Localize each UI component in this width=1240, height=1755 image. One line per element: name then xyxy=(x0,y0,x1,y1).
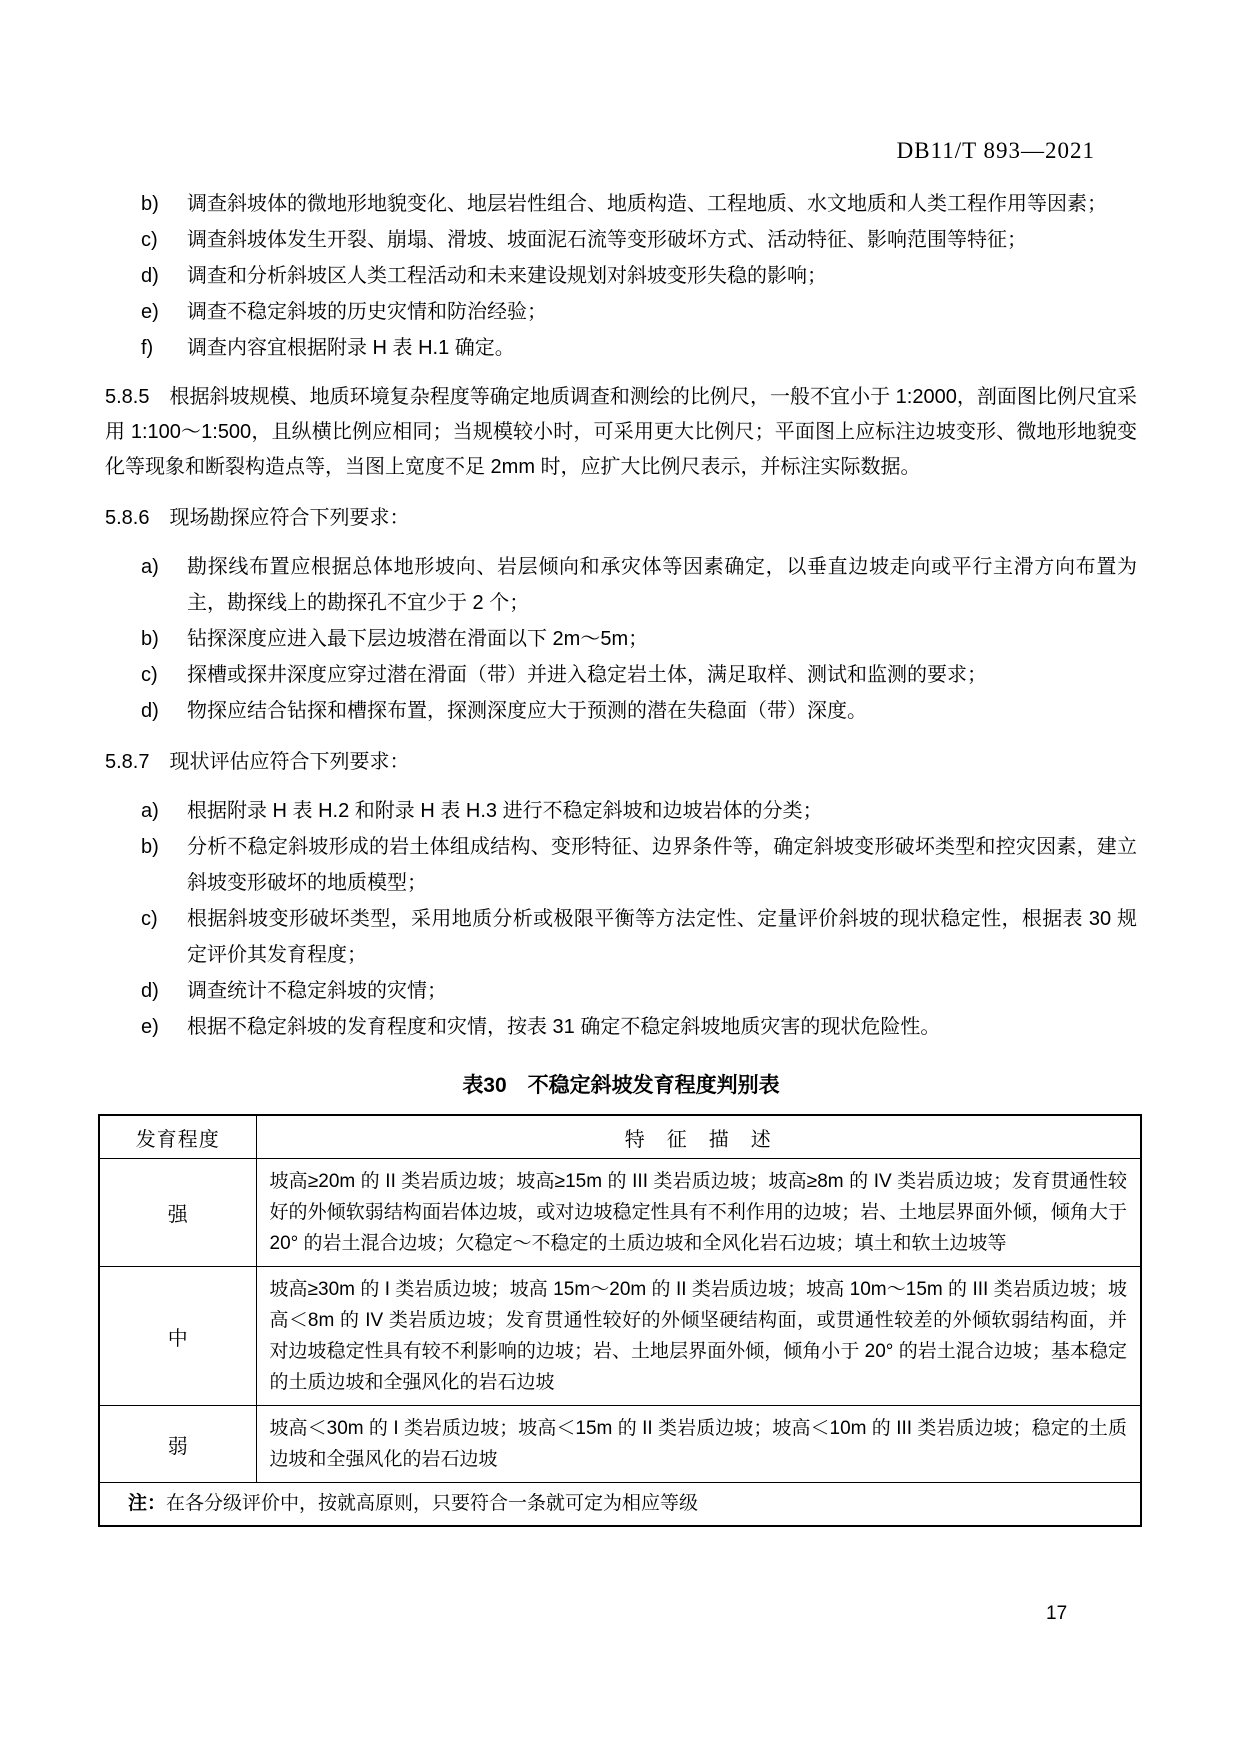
list-item xyxy=(105,973,1137,1009)
list-item xyxy=(105,222,1137,258)
description-cell: 坡高≥20m 的 II 类岩质边坡；坡高≥15m 的 III 类岩质边坡；坡高≥8m 的 IV 类岩质边坡；发育贯通性较好的外倾软弱结构面岩体边坡，或对边坡稳定性具有不利作用的边坡；岩、土地层界面外倾，倾角大于 20° 的岩土混合边坡；欠稳定～不稳定的土质边坡和全风化岩石边坡；填土和软土边坡等 xyxy=(256,1159,1141,1267)
section-5-8-5 xyxy=(105,380,1137,485)
list-5-8-4 xyxy=(105,186,1137,366)
column-header-grade: 发育程度 xyxy=(99,1115,256,1159)
section-number: 5.8.5 xyxy=(105,386,150,408)
list-item xyxy=(105,1009,1137,1045)
list-item-label: d) xyxy=(141,700,159,722)
list-item-label: a) xyxy=(141,800,159,822)
list-item xyxy=(105,693,1137,729)
description-cell: 坡高≥30m 的 I 类岩质边坡；坡高 15m～20m 的 II 类岩质边坡；坡高 10m～15m 的 III 类岩质边坡；坡高＜8m 的 IV 类岩质边坡；发育贯通性较好的外倾坚硬结构面，或贯通性较差的外倾软弱结构面，并对边坡稳定性具有较不利影响的边坡；岩、土地层界面外倾，倾角小于 20° 的岩土混合边坡；基本稳定的土质边坡和全强风化的岩石边坡 xyxy=(256,1267,1141,1406)
list-item xyxy=(105,621,1137,657)
list-item-text: 调查斜坡体发生开裂、崩塌、滑坡、坡面泥石流等变形破坏方式、活动特征、影响范围等特征； xyxy=(187,229,1027,251)
section-number: 5.8.7 xyxy=(105,751,150,773)
table-note-row xyxy=(99,1483,1141,1527)
list-item-label: e) xyxy=(141,1016,159,1038)
description-cell: 坡高＜30m 的 I 类岩质边坡；坡高＜15m 的 II 类岩质边坡；坡高＜10m 的 III 类岩质边坡；稳定的土质边坡和全强风化的岩石边坡 xyxy=(256,1406,1141,1483)
list-item xyxy=(105,186,1137,222)
list-item-label: b) xyxy=(141,628,159,650)
list-item-text: 分析不稳定斜坡形成的岩土体组成结构、变形特征、边界条件等，确定斜坡变形破坏类型和控灾因素，建立斜坡变形破坏的地质模型； xyxy=(187,836,1137,894)
grade-cell: 强 xyxy=(99,1159,256,1267)
list-item-label: b) xyxy=(141,836,159,858)
list-item-label: e) xyxy=(141,301,159,323)
table-row xyxy=(99,1406,1141,1483)
list-item-label: b) xyxy=(141,193,159,215)
page-number: 17 xyxy=(1046,1603,1068,1624)
note-label: 注： xyxy=(128,1493,167,1514)
table-row xyxy=(99,1159,1141,1267)
list-item-label: c) xyxy=(141,664,158,686)
list-item xyxy=(105,829,1137,901)
list-item xyxy=(105,657,1137,693)
list-item xyxy=(105,793,1137,829)
list-item xyxy=(105,901,1137,973)
table-row xyxy=(99,1267,1141,1406)
page-content xyxy=(105,138,1137,1527)
list-item-label: c) xyxy=(141,229,158,251)
list-item-text: 调查不稳定斜坡的历史灾情和防治经验； xyxy=(187,301,547,323)
list-item-text: 根据不稳定斜坡的发育程度和灾情，按表 31 确定不稳定斜坡地质灾害的现状危险性。 xyxy=(187,1016,941,1038)
list-5-8-6 xyxy=(105,549,1137,729)
list-item-text: 勘探线布置应根据总体地形坡向、岩层倾向和承灾体等因素确定，以垂直边坡走向或平行主滑方向布置为主，勘探线上的勘探孔不宜少于 2 个； xyxy=(187,556,1137,614)
table-30 xyxy=(98,1114,1142,1527)
list-item-text: 调查统计不稳定斜坡的灾情； xyxy=(187,980,447,1002)
list-item xyxy=(105,549,1137,621)
section-5-8-7 xyxy=(105,745,1137,780)
list-item-text: 钻探深度应进入最下层边坡潜在滑面以下 2m～5m； xyxy=(187,628,649,650)
list-item-label: d) xyxy=(141,265,159,287)
table-note xyxy=(99,1483,1141,1527)
section-text: 现场勘探应符合下列要求： xyxy=(169,507,410,529)
section-number: 5.8.6 xyxy=(105,507,150,529)
list-item-label: a) xyxy=(141,556,159,578)
table-header-row xyxy=(99,1115,1141,1159)
list-5-8-7 xyxy=(105,793,1137,1045)
list-item-label: d) xyxy=(141,980,159,1002)
grade-cell: 中 xyxy=(99,1267,256,1406)
list-item xyxy=(105,330,1137,366)
list-item-text: 物探应结合钻探和槽探布置，探测深度应大于预测的潜在失稳面（带）深度。 xyxy=(187,700,867,722)
list-item-text: 根据斜坡变形破坏类型，采用地质分析或极限平衡等方法定性、定量评价斜坡的现状稳定性，根据表 30 规定评价其发育程度； xyxy=(187,908,1137,966)
doc-code-header: DB11/T 893—2021 xyxy=(896,138,1095,163)
section-5-8-6 xyxy=(105,501,1137,536)
section-text: 现状评估应符合下列要求： xyxy=(169,751,410,773)
note-text: 在各分级评价中，按就高原则，只要符合一条就可定为相应等级 xyxy=(166,1493,699,1514)
table-30-title: 表30 不稳定斜坡发育程度判别表 xyxy=(462,1074,780,1097)
list-item xyxy=(105,258,1137,294)
grade-cell: 弱 xyxy=(99,1406,256,1483)
list-item-text: 调查和分析斜坡区人类工程活动和未来建设规划对斜坡变形失稳的影响； xyxy=(187,265,827,287)
list-item xyxy=(105,294,1137,330)
list-item-text: 调查内容宜根据附录 H 表 H.1 确定。 xyxy=(187,337,515,359)
list-item-label: c) xyxy=(141,908,158,930)
section-text: 根据斜坡规模、地质环境复杂程度等确定地质调查和测绘的比例尺，一般不宜小于 1:2000，剖面图比例尺宜采用 1:100～1:500，且纵横比例应相同；当规模较小时，可采用更大比例尺；平面图上应标注边坡变形、微地形地貌变化等现象和断裂构造点等，当图上宽度不足 2mm 时，应扩大比例尺表示，并标注实际数据。 xyxy=(105,386,1137,478)
list-item-label: f) xyxy=(141,337,154,359)
list-item-text: 调查斜坡体的微地形地貌变化、地层岩性组合、地质构造、工程地质、水文地质和人类工程作用等因素； xyxy=(187,193,1107,215)
list-item-text: 探槽或探井深度应穿过潜在滑面（带）并进入稳定岩土体，满足取样、测试和监测的要求； xyxy=(187,664,987,686)
column-header-description: 特 征 描 述 xyxy=(256,1115,1141,1159)
list-item-text: 根据附录 H 表 H.2 和附录 H 表 H.3 进行不稳定斜坡和边坡岩体的分类； xyxy=(187,800,823,822)
